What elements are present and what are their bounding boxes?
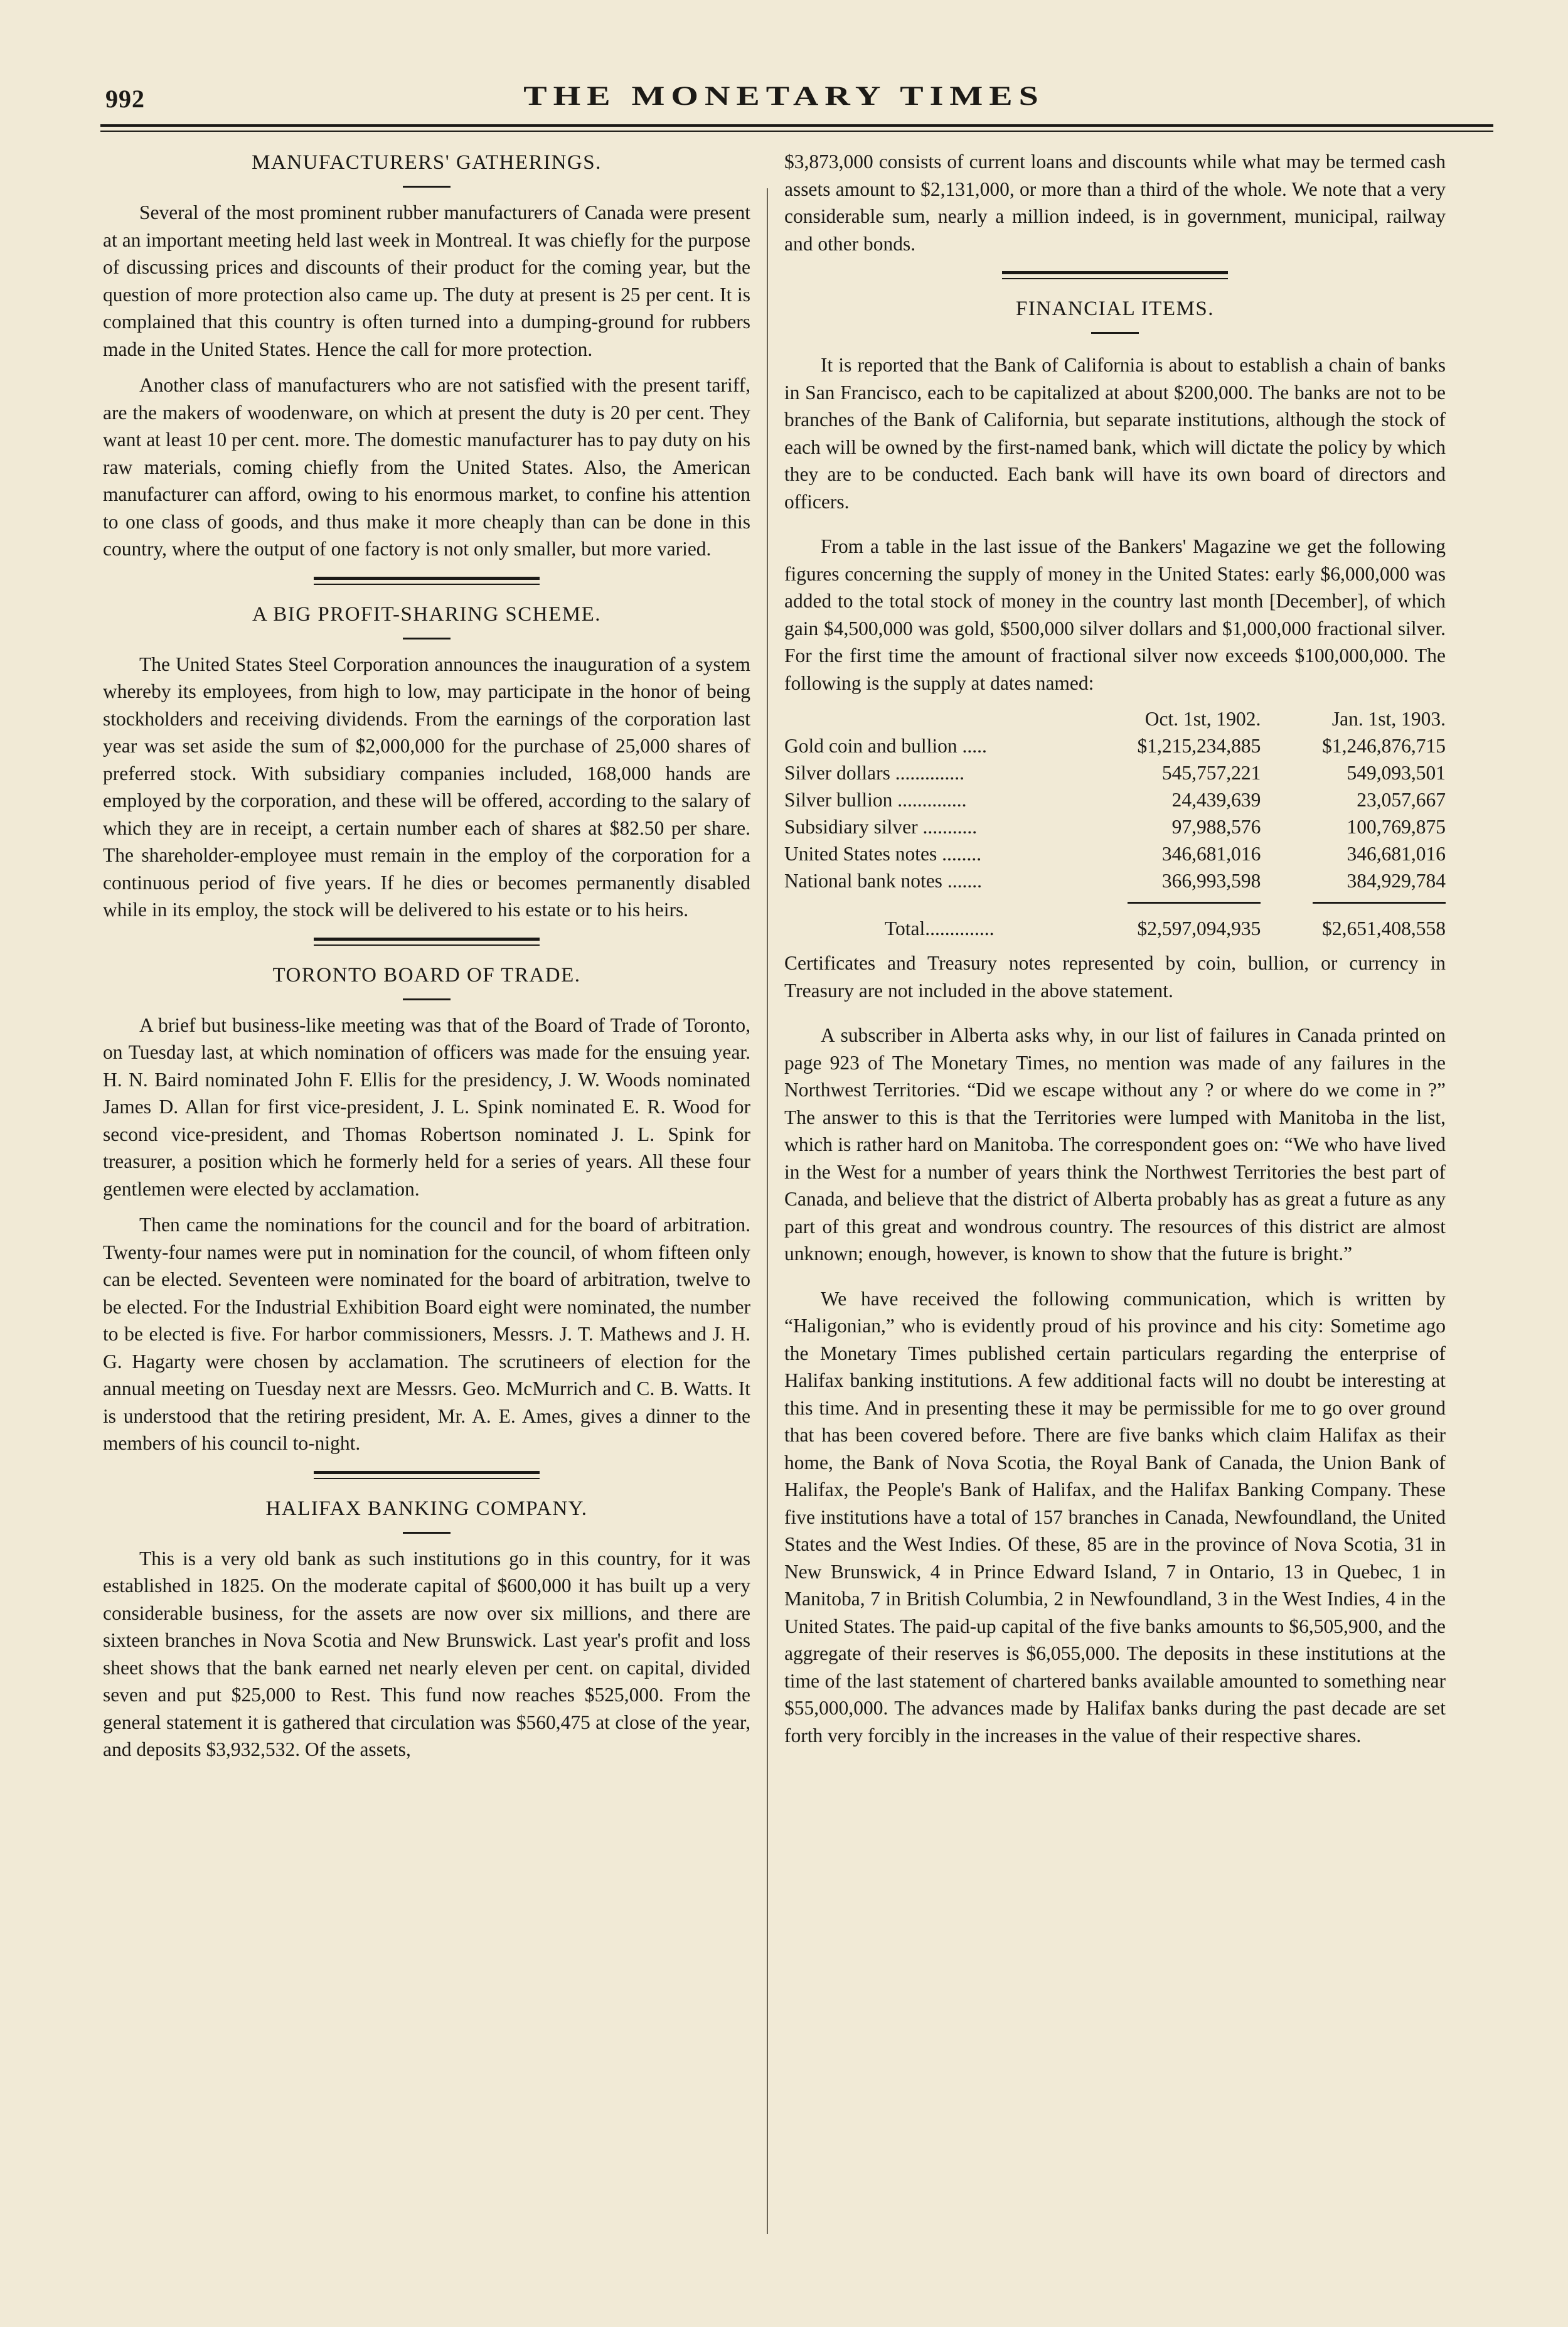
table-row xyxy=(784,759,1446,786)
row-label: National bank notes ....... xyxy=(784,870,982,892)
title-rule xyxy=(403,998,451,1000)
title-rule xyxy=(403,1532,451,1534)
header-rule xyxy=(100,124,1493,127)
row-value: 549,093,501 xyxy=(1347,762,1446,784)
table-row xyxy=(784,813,1446,840)
row-value: 346,681,016 xyxy=(1161,843,1261,865)
row-value: 545,757,221 xyxy=(1161,762,1261,784)
row-value: $1,246,876,715 xyxy=(1322,735,1446,757)
section-separator xyxy=(314,938,540,946)
article-paragraph: A brief but business-like meeting was that of the Board of Trade of Toronto, on Tuesday last, at which nomination of officers was made for the ensuing year. H. N. Baird nominated John F. Ellis for the presidency, J. W. Woods nominated James D. Allan for first vice-president, J. L. Spink nominated E. R. Wood for second vice-president, and Thomas Robertson nominated J. L. Spink for treasurer, a position which he formerly held for a series of years. All these four gentlemen were elected by acclamation. xyxy=(103,1014,750,1200)
table-header-row xyxy=(784,705,1446,732)
table-row xyxy=(784,840,1446,867)
row-value: 23,057,667 xyxy=(1357,789,1446,811)
article-paragraph: This is a very old bank as such institutions go in this country, for it was established in 1825. On the moderate capital of $600,000 it has built up a very considerable business, for the assets are now over six millions, and there are sixteen branches in Nova Scotia and New Brunswick. Last year's profit and loss sheet shows that the bank earned net nearly eleven per cent. on capital, divided seven and put $25,000 to Rest. This fund now reaches $525,000. From the general statement it is gathered that circulation was $560,475 at close of the year, and deposits $3,932,532. Of the assets, xyxy=(103,1547,750,1760)
title-rule xyxy=(403,186,451,188)
article-manufacturers xyxy=(103,148,750,563)
article-paragraph: From a table in the last issue of the Bankers' Magazine we get the following figures concerning the supply of money in the United States: early $6,000,000 was added to the total stock of money in the country last month [December], of which gain $4,500,000 was gold, $500,000 silver dollars and $1,000,000 fractional silver. For the first time the amount of fractional silver now exceeds $100,000,000. The following is the supply at dates named: xyxy=(784,535,1446,694)
page-number: 992 xyxy=(105,85,145,113)
article-title: MANUFACTURERS' GATHERINGS. xyxy=(252,151,602,174)
table-total-row xyxy=(784,904,1446,942)
row-value: 366,993,598 xyxy=(1161,870,1261,892)
row-value: 384,929,784 xyxy=(1347,870,1446,892)
section-separator xyxy=(1002,271,1228,279)
masthead-title: THE MONETARY TIMES xyxy=(523,80,1045,112)
row-value: 24,439,639 xyxy=(1171,789,1261,811)
row-label: United States notes ........ xyxy=(784,843,982,865)
article-financial-items xyxy=(784,294,1446,1749)
title-rule xyxy=(1091,332,1139,334)
table-row xyxy=(784,732,1446,759)
article-paragraph: A subscriber in Alberta asks why, in our list of failures in Canada printed on page 923 of The Monetary Times, no mention was made of any failures in the Northwest Territories. “Did we escape without any ? or where do we come in ?” The answer to this is that the Territories were lumped with Manitoba in the list, which is rather hard on Manitoba. The correspondent goes on: “We who have lived in the West for a number of years think the Northwest Territories the best part of Canada, and believe that the district of Alberta probably has as great a future as any part of this great and wondrous country. The resources of this district are almost unknown; enough, however, is known to show that the future is bright.” xyxy=(784,1024,1446,1265)
article-toronto-board xyxy=(103,961,750,1457)
section-separator xyxy=(314,1471,540,1479)
article-paragraph: It is reported that the Bank of California is about to establish a chain of banks in San Francisco, each to be capitalized at about $200,000. The banks are not to be branches of the Bank of California, but separate institutions, although the stock of each will be owned by the first-named bank, which will dictate the policy by which they are to be conducted. Each bank will have its own board of directors and officers. xyxy=(784,354,1446,513)
table-column-header: Jan. 1st, 1903. xyxy=(1331,708,1446,730)
row-value: 346,681,016 xyxy=(1347,843,1446,865)
table-row xyxy=(784,867,1446,894)
article-paragraph: Several of the most prominent rubber manufacturers of Canada were present at an important meeting held last week in Montreal. It was chiefly for the purpose of discussing prices and discounts of their product for the coming year, but the question of more protection also came up. The duty at present is 25 per cent. It is complained that this country is often turned into a dumping-ground for rubbers made in the United States. Hence the call for more protection. xyxy=(103,201,750,360)
article-halifax-banking xyxy=(103,1494,750,1763)
table-row xyxy=(784,786,1446,813)
total-value: $2,651,408,558 xyxy=(1322,917,1446,939)
header-rule-thin xyxy=(100,131,1493,132)
row-label: Subsidiary silver ........... xyxy=(784,816,978,838)
row-label: Silver bullion .............. xyxy=(784,789,967,811)
table-column-header: Oct. 1st, 1902. xyxy=(1144,708,1261,730)
money-supply-table xyxy=(784,705,1446,942)
row-label: Gold coin and bullion ..... xyxy=(784,735,987,757)
article-title: A BIG PROFIT-SHARING SCHEME. xyxy=(252,602,602,626)
row-value: 97,988,576 xyxy=(1171,816,1261,838)
article-paragraph: Then came the nominations for the council and for the board of arbitration. Twenty-four names were put in nomination for the council, of whom fifteen only can be elected. Seventeen were nominated for the board of arbitration, twelve to be elected. For the Industrial Exhibition Board eight were nominated, the number to be elected is five. For harbor commissioners, Messrs. J. T. Mathews and J. H. G. Hagarty were chosen by acclamation. The scrutineers of election for the annual meeting on Tuesday next are Messrs. Geo. McMurrich and C. B. Watts. It is understood that the retiring president, Mr. A. E. Ames, gives a dinner to the members of his council to-night. xyxy=(103,1214,750,1454)
article-continuation: $3,873,000 consists of current loans and discounts while what may be termed cash assets amount to $2,131,000, or more than a third of the whole. We note that a very considerable sum, nearly a million indeed, is in government, municipal, railway and other bonds. xyxy=(784,151,1446,255)
right-column xyxy=(784,148,1446,1758)
article-profit-sharing xyxy=(103,600,750,924)
article-paragraph: We have received the following communication, which is written by “Haligonian,” who is evidently proud of his province and his city: Sometime ago the Monetary Times published certain particulars regarding the enterprise of Halifax banking institutions. A few additional facts will no doubt be interesting at this time. And in presenting these it may be permissible for me to go over ground that has been covered before. There are five banks which claim Halifax as their home, the Bank of Nova Scotia, the Royal Bank of Canada, the Union Bank of Halifax, the People's Bank of Halifax, and the Halifax Banking Company. These five institutions have a total of 157 branches in Canada, Newfoundland, the United States and the West Indies. Of these, 85 are in the province of Nova Scotia, 31 in New Brunswick, 4 in Prince Edward Island, 7 in Ontario, 13 in Quebec, 1 in Manitoba, 7 in British Columbia, 2 in Newfoundland, 3 in the West Indies, 4 in the United States. The paid-up capital of the five banks amounts to $6,505,900, and the aggregate of their reserves is $6,055,000. The deposits in these institutions at the time of the last statement of chartered banks available amounted to something near $55,000,000. The advances made by Halifax banks during the past decade are set forth very forcibly in the increases in the value of their respective shares. xyxy=(784,1287,1446,1747)
article-title: FINANCIAL ITEMS. xyxy=(1015,297,1215,320)
article-title: HALIFAX BANKING COMPANY. xyxy=(265,1497,588,1520)
table-rule-row xyxy=(784,894,1446,904)
column-divider xyxy=(767,188,768,2234)
article-paragraph: Certificates and Treasury notes represented by coin, bullion, or currency in Treasury are not included in the above statement. xyxy=(784,952,1446,1002)
row-label: Silver dollars .............. xyxy=(784,762,964,784)
row-value: 100,769,875 xyxy=(1347,816,1446,838)
article-paragraph: Another class of manufacturers who are not satisfied with the present tariff, are the makers of woodenware, on which at present the duty is 20 per cent. They want at least 10 per cent. more. The domestic manufacturer has to pay duty on his raw materials, coming chiefly from the United States. Also, the American manufacturer can afford, owing to his enormous market, to confine his attention to one class of goods, and thus make it more cheaply than can be done in this country, where the output of one factory is not only smaller, but more varied. xyxy=(103,374,750,560)
total-label: Total.............. xyxy=(885,917,995,939)
total-value: $2,597,094,935 xyxy=(1137,917,1261,939)
article-title: TORONTO BOARD OF TRADE. xyxy=(272,963,581,987)
title-rule xyxy=(403,638,451,639)
section-separator xyxy=(314,577,540,585)
article-paragraph: The United States Steel Corporation announces the inauguration of a system whereby its employees, from high to low, may participate in the honor of being stockholders and receiving dividends. From the earnings of the corporation last year was set aside the sum of $2,000,000 for the purchase of 25,000 shares of preferred stock. With subsidiary companies included, 168,000 hands are employed by the corporation, and these will be offered, according to the salary of which they are in receipt, a certain number each of shares at $82.50 per share. The shareholder-employee must remain in the employ of the corporation for a continuous period of five years. If he dies or becomes permanently disabled while in its employ, the stock will be delivered to his estate or to his heirs. xyxy=(103,653,750,921)
row-value: $1,215,234,885 xyxy=(1137,735,1261,757)
left-column xyxy=(103,148,750,1772)
